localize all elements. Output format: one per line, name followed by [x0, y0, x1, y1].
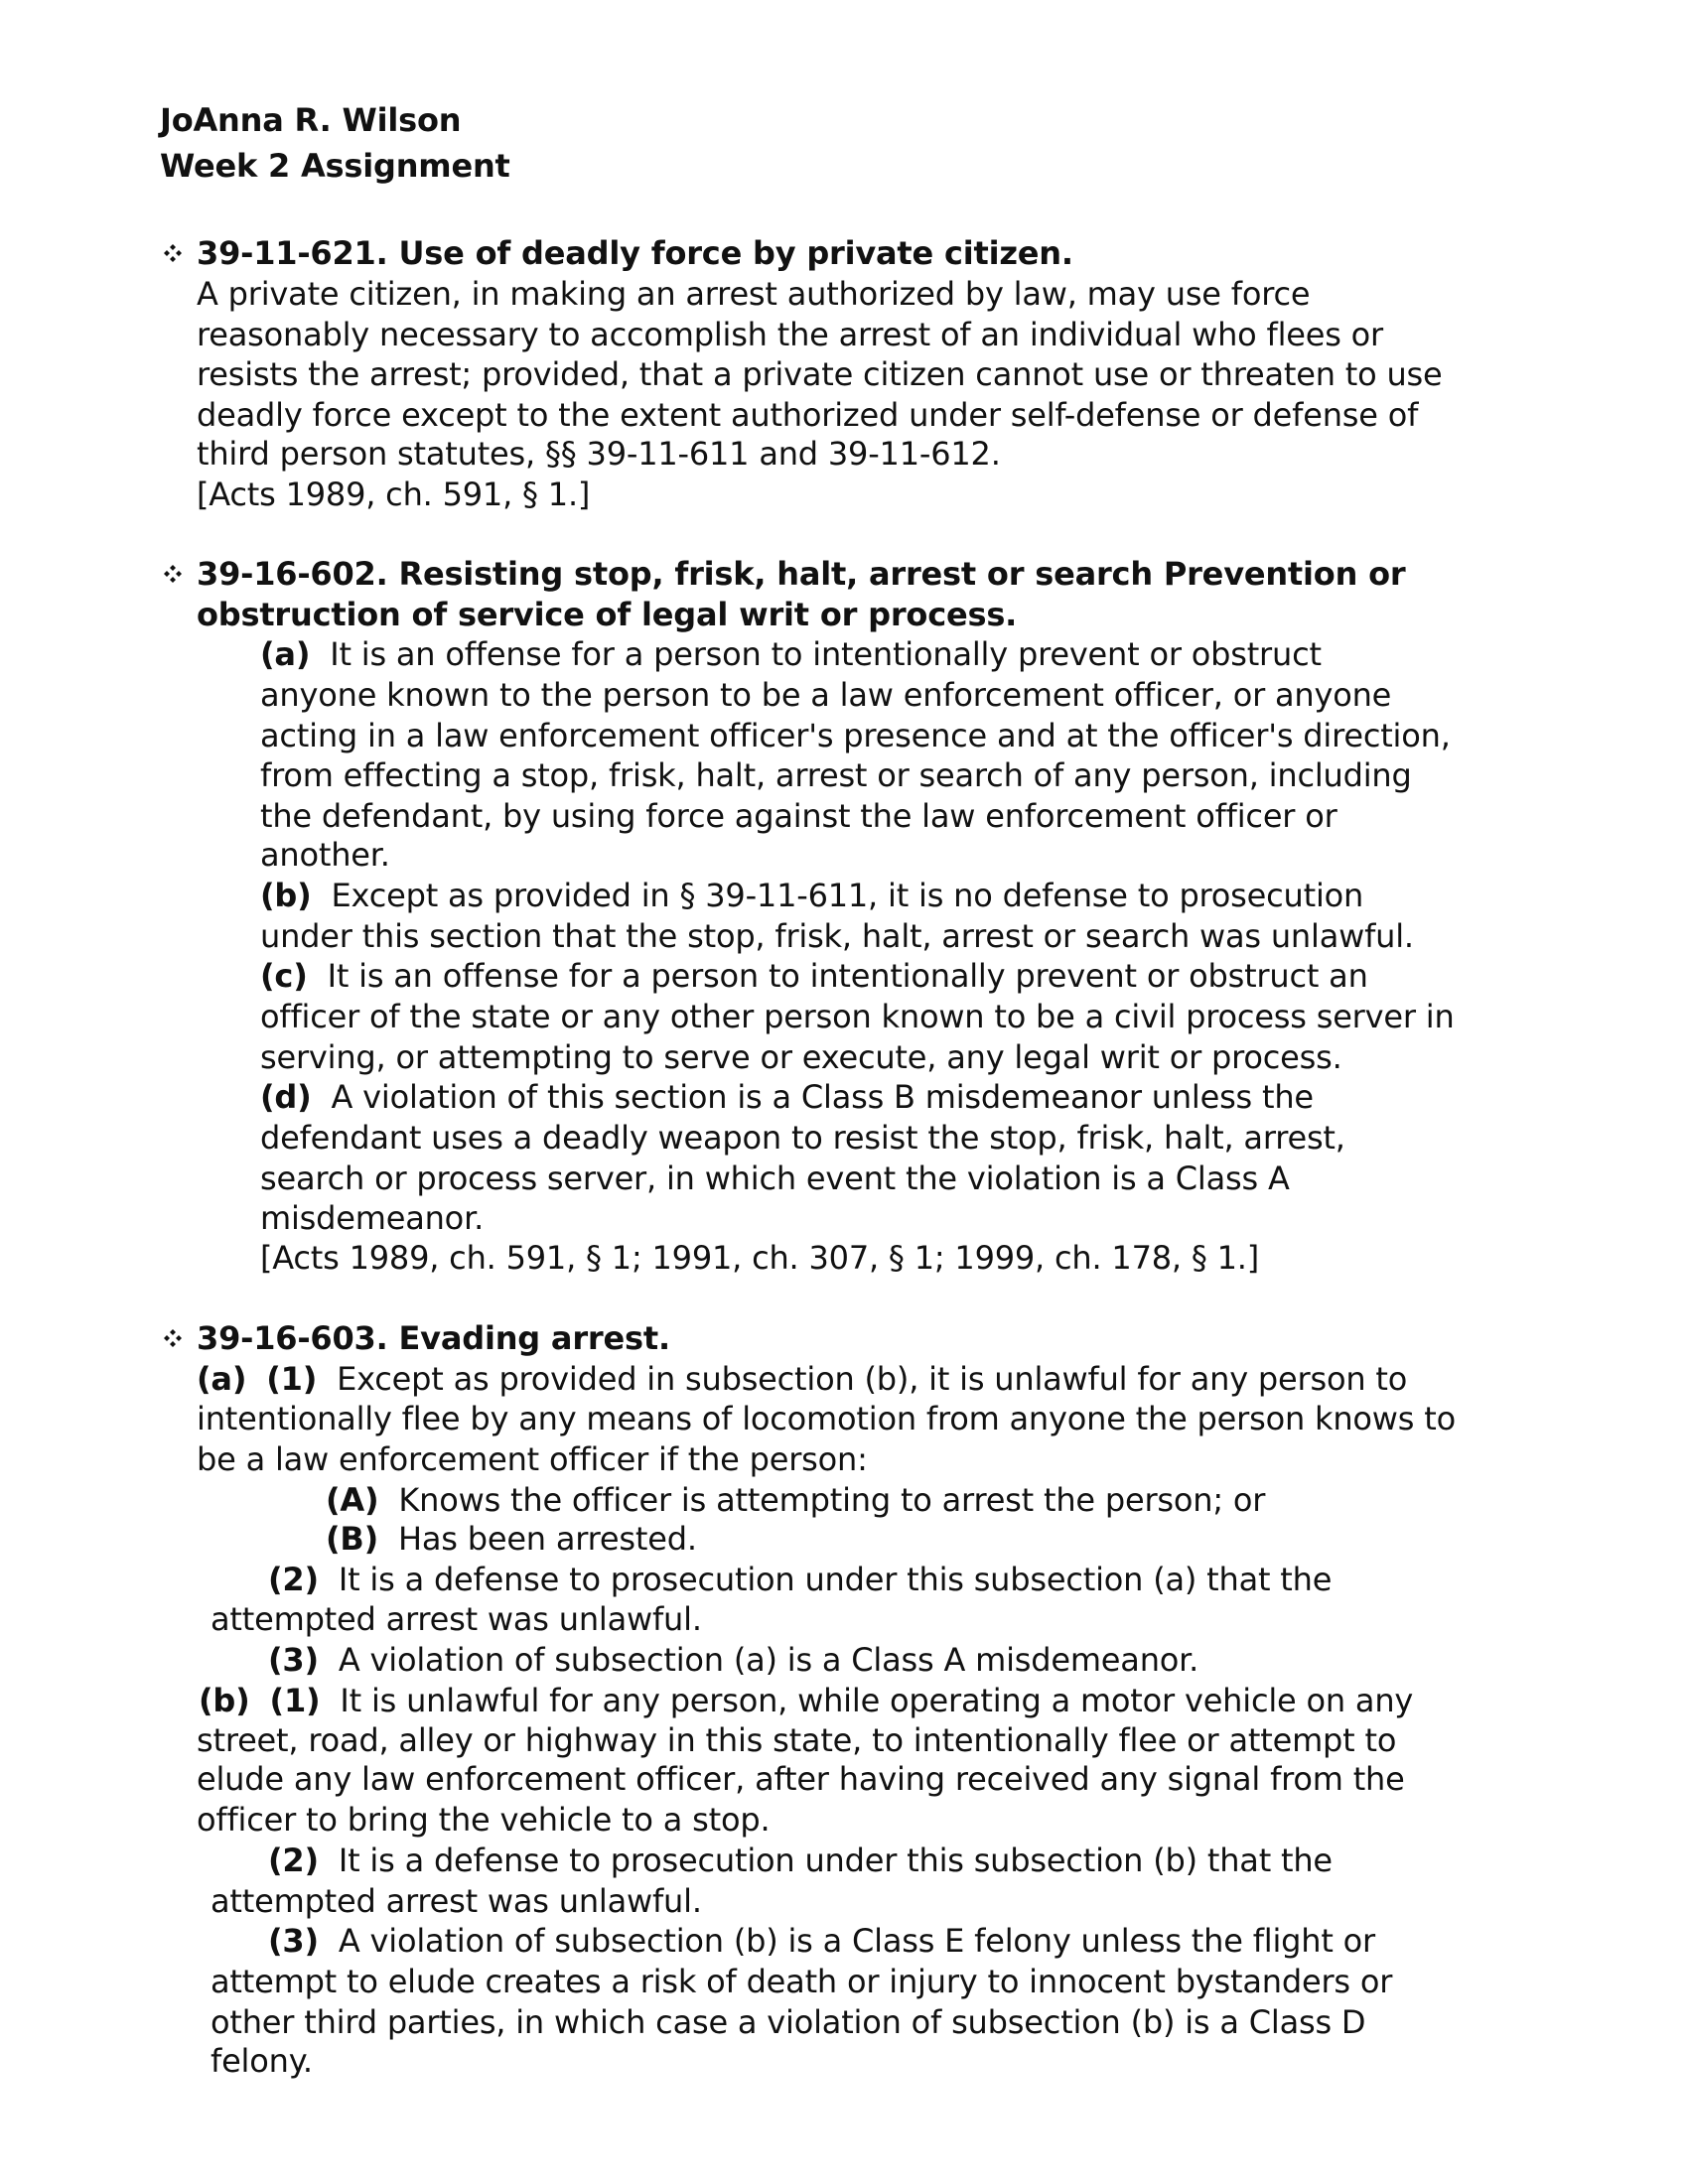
subsection-d: (d) A violation of this section is a Class B misdemeanor unless the	[260, 1078, 1314, 1116]
paragraph-label: (2)	[268, 1842, 319, 1879]
paragraph-a-2: (2) It is a defense to prosecution under this subsection (a) that the	[268, 1561, 1333, 1598]
body-line: attempt to elude creates a risk of death or injury to innocent bystanders or	[211, 1963, 1393, 2000]
body-line: misdemeanor.	[260, 1199, 485, 1237]
assignment-title: Week 2 Assignment	[160, 147, 510, 185]
body-line: attempted arrest was unlawful.	[211, 1600, 702, 1638]
history-note: [Acts 1989, ch. 591, § 1.]	[197, 476, 591, 513]
paragraph-label: (2)	[268, 1561, 319, 1598]
subsection-label: (b)	[199, 1682, 250, 1719]
body-line: officer of the state or any other person known to be a civil process server in	[260, 998, 1455, 1035]
item-B: (B) Has been arrested.	[326, 1520, 697, 1558]
subsection-label: (b)	[260, 877, 312, 914]
body-line: street, road, alley or highway in this state, to intentionally flee or attempt to	[197, 1721, 1397, 1759]
body-line: reasonably necessary to accomplish the arrest of an individual who flees or	[197, 316, 1384, 353]
section-heading-39-11-621: 39-11-621. Use of deadly force by private citizen.	[197, 234, 1073, 272]
author-name: JoAnna R. Wilson	[160, 101, 462, 139]
subsection-a-1: (a) (1) Except as provided in subsection (b), it is unlawful for any person to	[197, 1360, 1408, 1398]
body-line: intentionally flee by any means of locomotion from anyone the person knows to	[197, 1400, 1456, 1437]
paragraph-label: (1)	[266, 1360, 318, 1398]
body-line: the defendant, by using force against the law enforcement officer or	[260, 797, 1337, 835]
history-note: [Acts 1989, ch. 591, § 1; 1991, ch. 307, § 1; 1999, ch. 178, § 1.]	[260, 1239, 1260, 1277]
body-line: serving, or attempting to serve or execute, any legal writ or process.	[260, 1038, 1342, 1076]
body-line: other third parties, in which case a violation of subsection (b) is a Class D	[211, 2003, 1366, 2041]
subsection-label: (a)	[260, 635, 311, 673]
four-diamond-bullet-icon	[163, 564, 183, 584]
body-line: A private citizen, in making an arrest authorized by law, may use force	[197, 275, 1311, 313]
subsection-b-1: (b) (1) It is unlawful for any person, while operating a motor vehicle on any	[199, 1682, 1414, 1719]
subsection-label: (c)	[260, 957, 308, 995]
body-line: third person statutes, §§ 39-11-611 and 39-11-612.	[197, 435, 1001, 473]
subsection-c: (c) It is an offense for a person to intentionally prevent or obstruct an	[260, 957, 1368, 995]
item-label: (B)	[326, 1520, 379, 1558]
body-line: be a law enforcement officer if the person:	[197, 1440, 868, 1478]
section-heading-39-16-602: 39-16-602. Resisting stop, frisk, halt, arrest or search Prevention or	[197, 555, 1406, 593]
section-heading-39-16-603: 39-16-603. Evading arrest.	[197, 1319, 670, 1357]
body-line: attempted arrest was unlawful.	[211, 1882, 702, 1920]
subsection-label: (d)	[260, 1078, 312, 1116]
body-line: another.	[260, 836, 390, 874]
body-line: search or process server, in which event the violation is a Class A	[260, 1160, 1290, 1197]
four-diamond-bullet-icon	[163, 243, 183, 263]
section-heading-39-16-602-cont: obstruction of service of legal writ or process.	[197, 596, 1018, 633]
item-label: (A)	[326, 1481, 379, 1519]
paragraph-a-3: (3) A violation of subsection (a) is a Class A misdemeanor.	[268, 1641, 1199, 1679]
item-A: (A) Knows the officer is attempting to arrest the person; or	[326, 1481, 1266, 1519]
paragraph-label: (3)	[268, 1641, 319, 1679]
four-diamond-bullet-icon	[163, 1328, 183, 1348]
body-line: officer to bring the vehicle to a stop.	[197, 1801, 771, 1839]
paragraph-label: (1)	[269, 1682, 321, 1719]
subsection-b: (b) Except as provided in § 39-11-611, it is no defense to prosecution	[260, 877, 1364, 914]
body-line: defendant uses a deadly weapon to resist the stop, frisk, halt, arrest,	[260, 1119, 1345, 1157]
body-line: felony.	[211, 2042, 313, 2080]
paragraph-b-2: (2) It is a defense to prosecution under this subsection (b) that the	[268, 1842, 1333, 1879]
paragraph-b-3: (3) A violation of subsection (b) is a Class E felony unless the flight or	[268, 1922, 1375, 1960]
body-line: elude any law enforcement officer, after having received any signal from the	[197, 1760, 1405, 1798]
paragraph-label: (3)	[268, 1922, 319, 1960]
body-line: from effecting a stop, frisk, halt, arrest or search of any person, including	[260, 756, 1412, 794]
body-line: under this section that the stop, frisk, halt, arrest or search was unlawful.	[260, 917, 1414, 955]
body-line: deadly force except to the extent authorized under self-defense or defense of	[197, 396, 1419, 434]
body-line: acting in a law enforcement officer's presence and at the officer's direction,	[260, 717, 1451, 754]
subsection-a: (a) It is an offense for a person to intentionally prevent or obstruct	[260, 635, 1322, 673]
subsection-label: (a)	[197, 1360, 247, 1398]
body-line: resists the arrest; provided, that a private citizen cannot use or threaten to use	[197, 355, 1443, 393]
body-line: anyone known to the person to be a law enforcement officer, or anyone	[260, 676, 1392, 714]
